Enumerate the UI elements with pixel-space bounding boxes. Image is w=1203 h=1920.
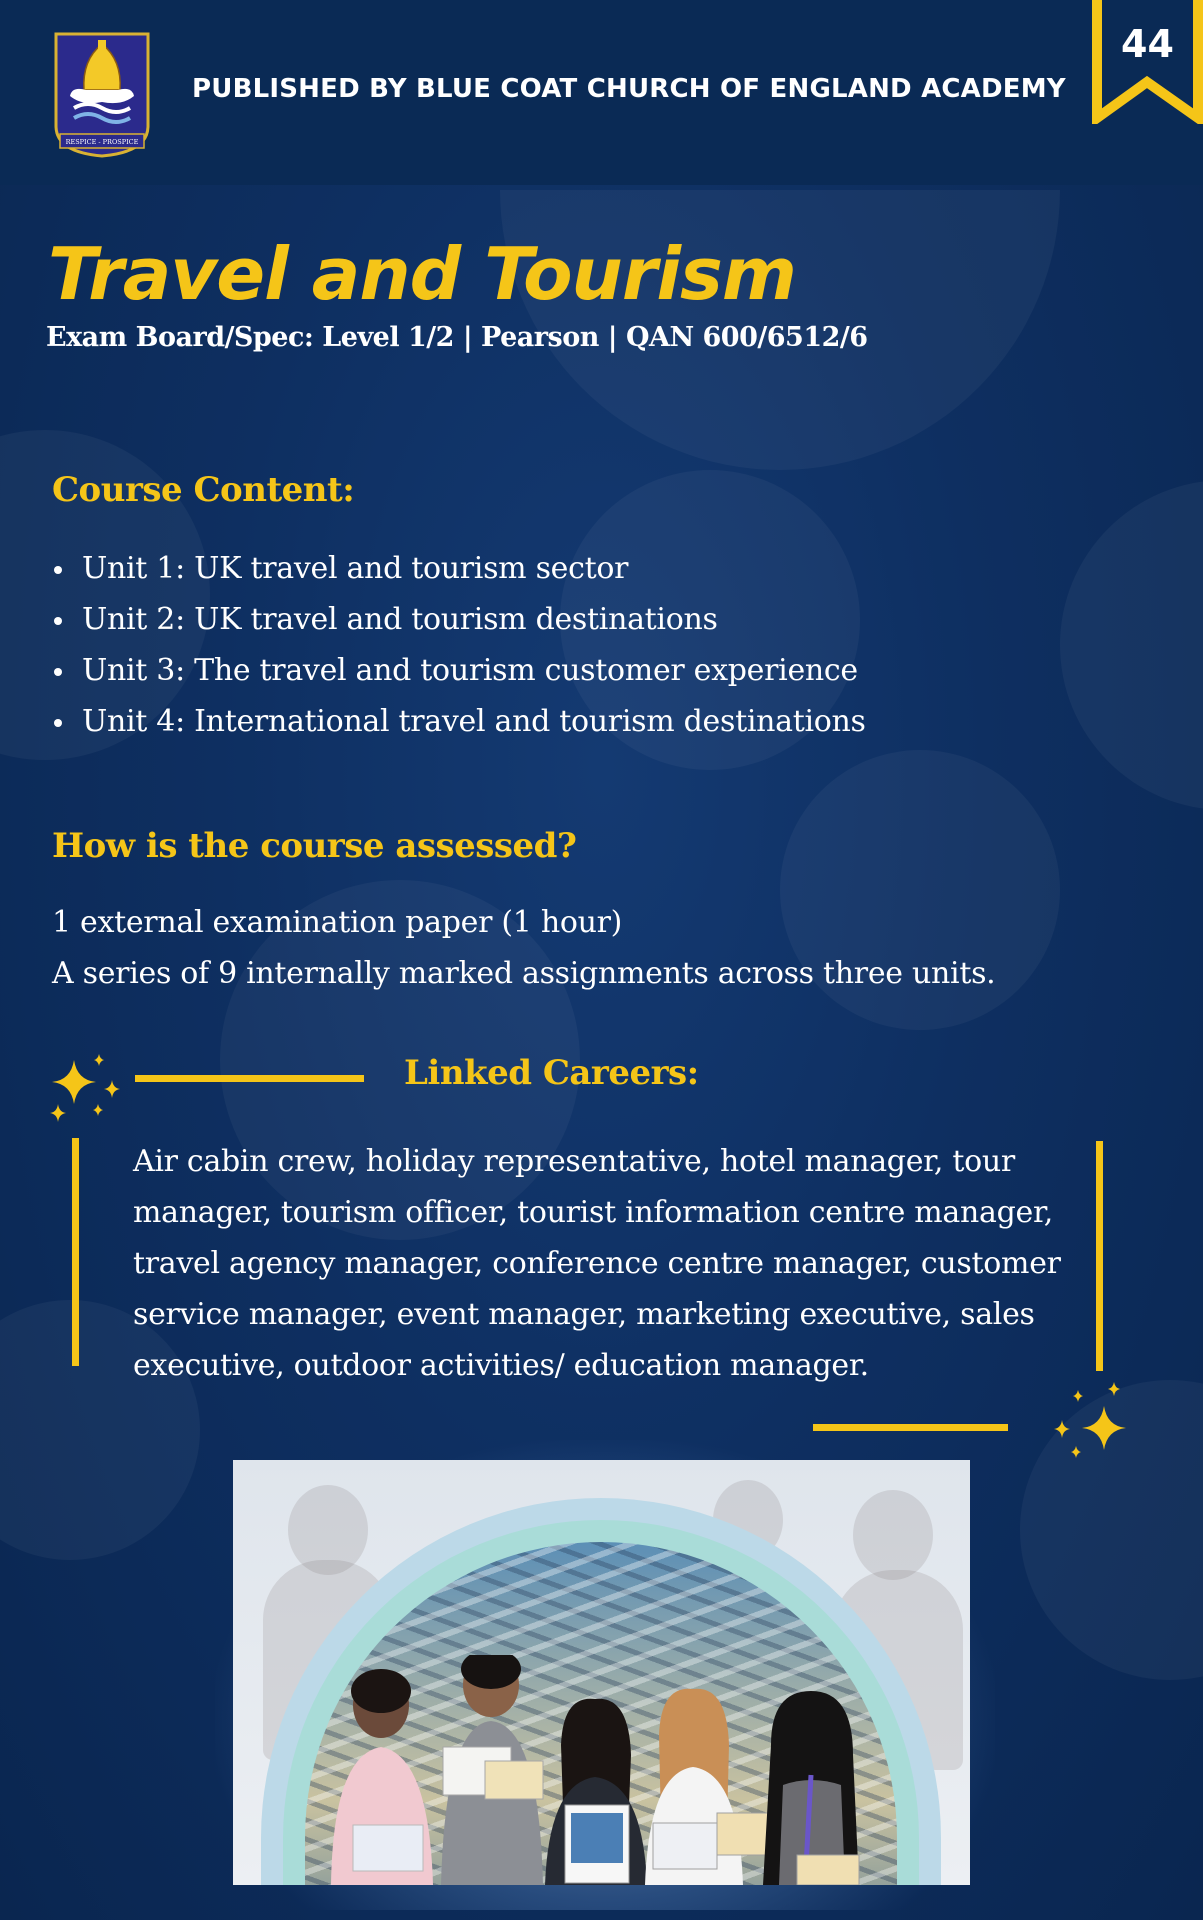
frame-line-left: [72, 1138, 79, 1366]
exam-spec: Exam Board/Spec: Level 1/2 | Pearson | QAN 600/6512/6: [46, 322, 868, 353]
list-item: Unit 3: The travel and tourism customer experience: [52, 645, 866, 696]
careers-paragraph: Air cabin crew, holiday representative, hotel manager, tour manager, tourism officer, tourist information centre manager, travel agency manager, conference centre manager, customer service manager, event manager, marketing executive, sales executive, outdoor activities/ education manager.: [133, 1144, 1061, 1383]
linked-careers-heading: Linked Careers:: [404, 1053, 699, 1093]
assessment-details: [52, 897, 995, 999]
publisher-text: PUBLISHED BY BLUE COAT CHURCH OF ENGLAND ACADEMY: [192, 74, 1066, 104]
assessment-line: A series of 9 internally marked assignments across three units.: [52, 956, 996, 991]
unit-list: [52, 543, 866, 747]
school-crest-logo: [52, 30, 152, 158]
list-item: Unit 4: International travel and tourism destinations: [52, 696, 866, 747]
list-item: Unit 2: UK travel and tourism destinations: [52, 594, 866, 645]
page-title: Travel and Tourism: [48, 232, 796, 316]
crest-motto: RESPICE - PROSPICE: [65, 138, 139, 146]
divider-line: [813, 1424, 1008, 1431]
students-photo: [233, 1460, 970, 1885]
list-item: Unit 1: UK travel and tourism sector: [52, 543, 866, 594]
course-content-heading: Course Content:: [52, 470, 355, 510]
frame-line-right: [1096, 1141, 1103, 1371]
page-number: 44: [1121, 22, 1174, 66]
divider-line: [135, 1075, 364, 1082]
assessment-heading: How is the course assessed?: [52, 826, 577, 866]
assessment-line: 1 external examination paper (1 hour): [52, 905, 623, 940]
sparkle-icon: [44, 1050, 130, 1134]
